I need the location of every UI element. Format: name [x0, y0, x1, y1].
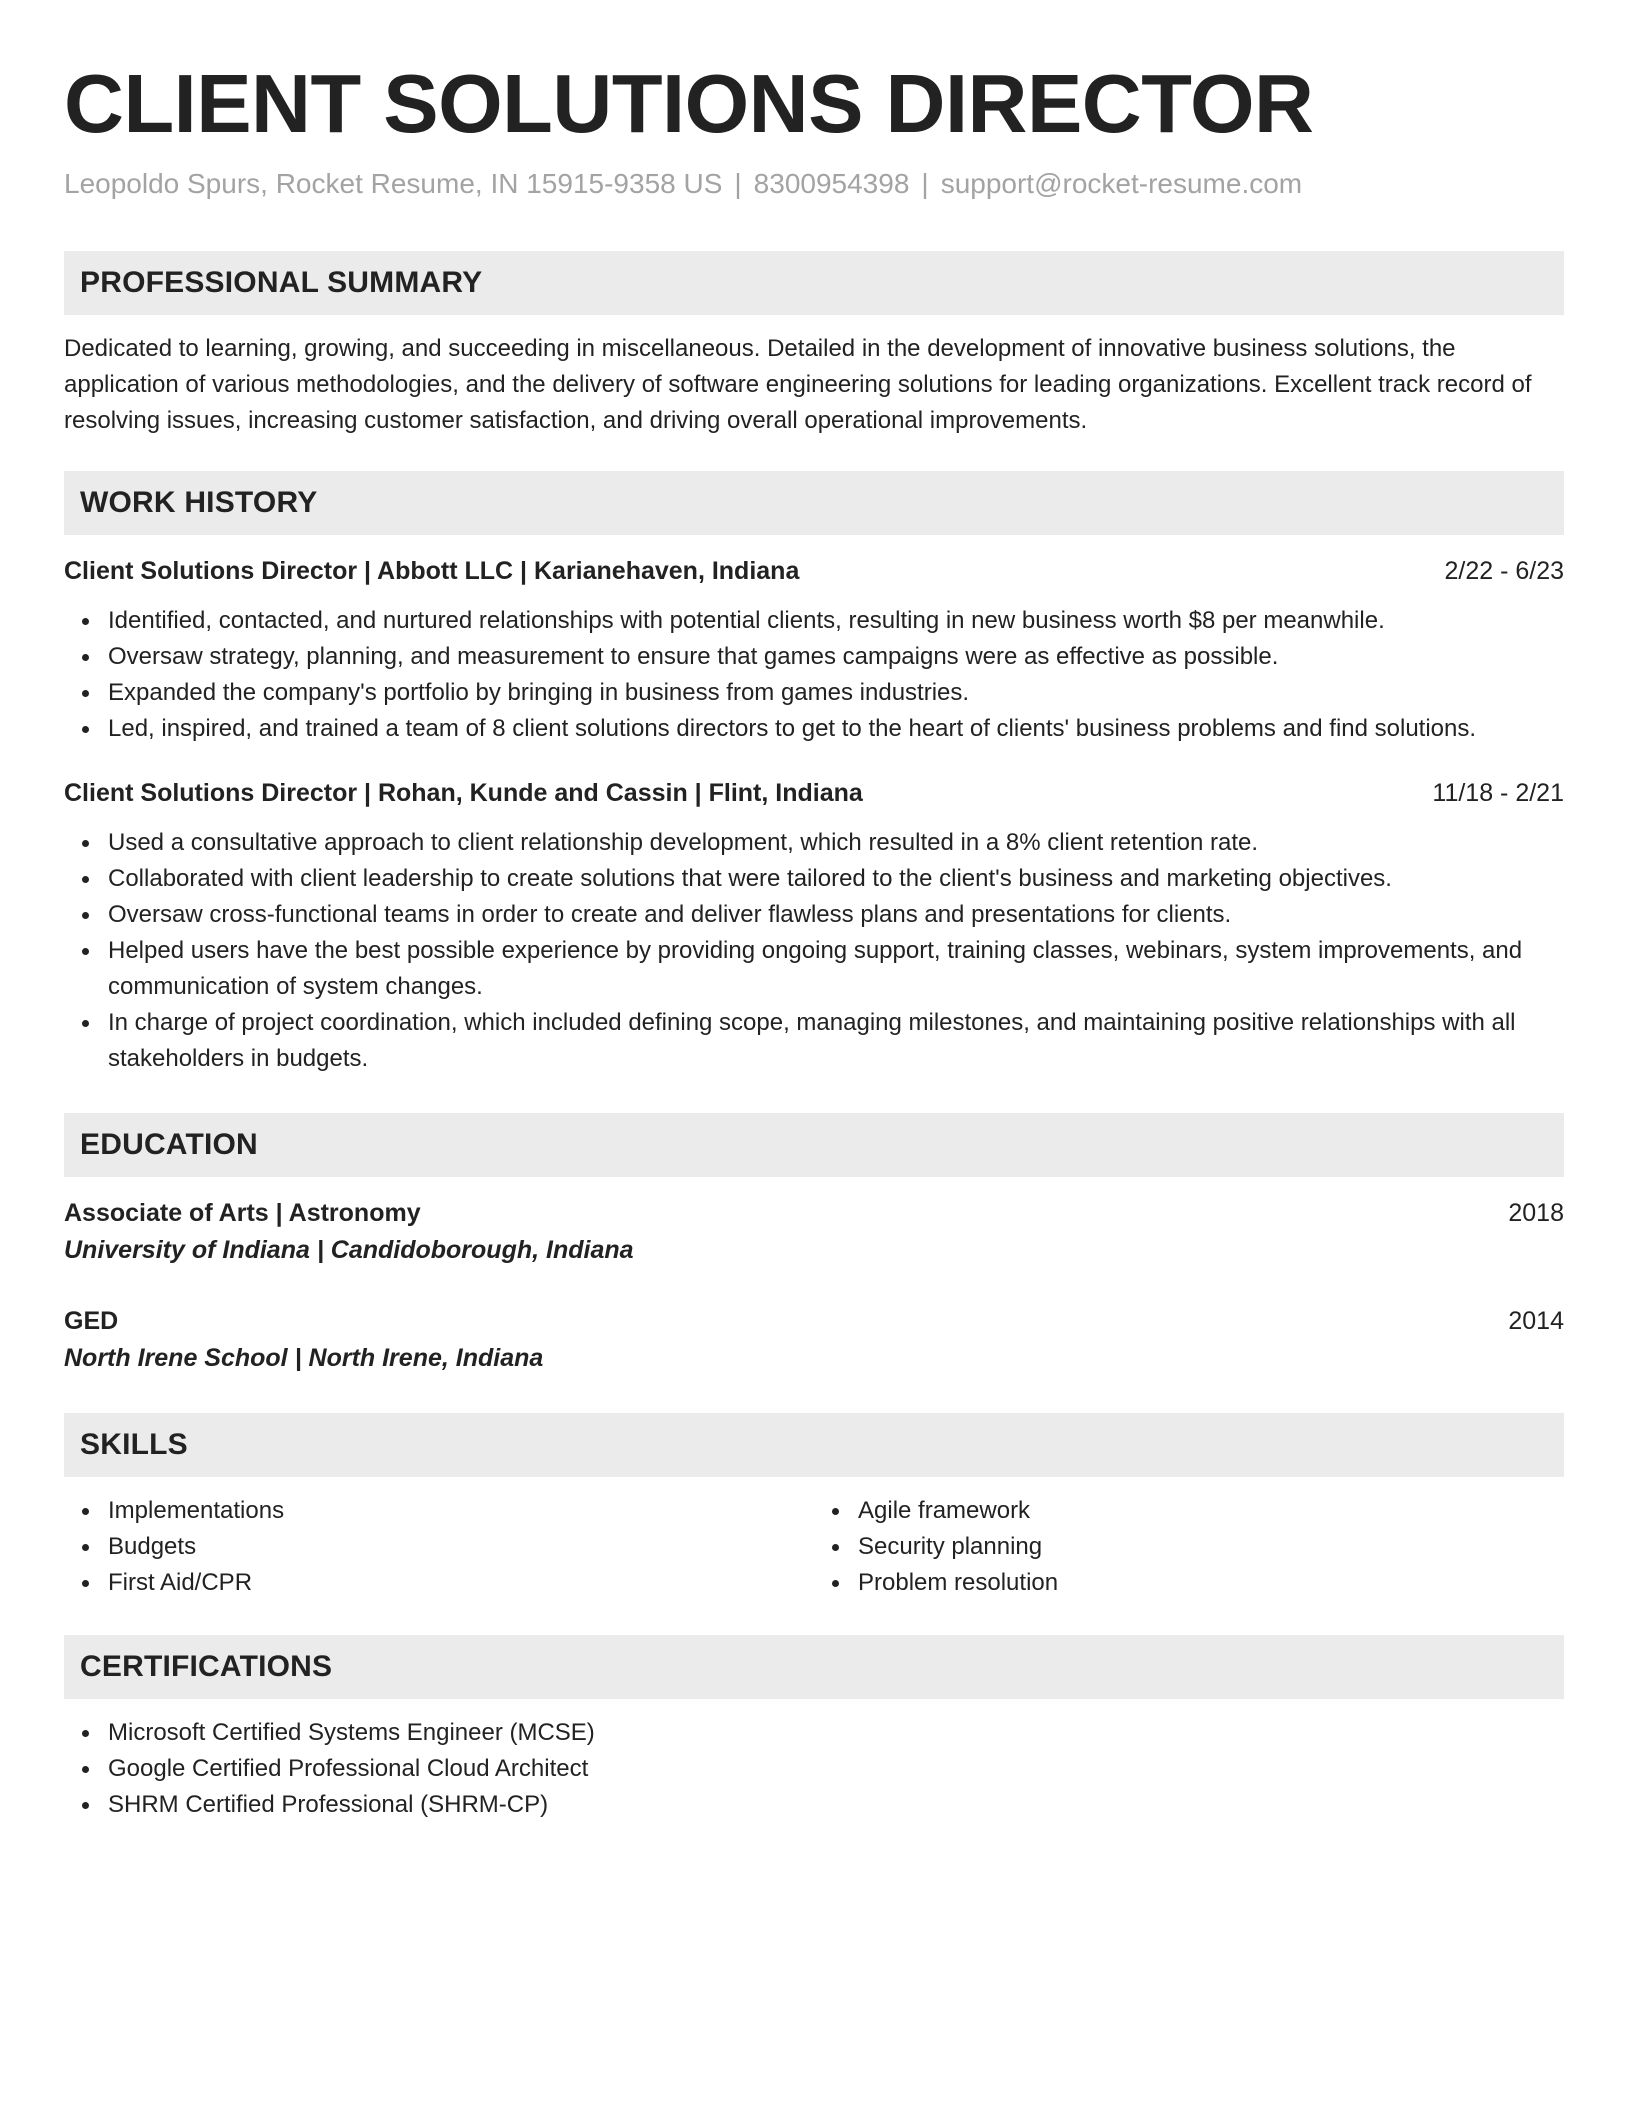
job-entry [64, 775, 1564, 1077]
section-heading-work-history: WORK HISTORY [64, 471, 1564, 535]
summary-section [64, 251, 1564, 439]
education-header [64, 1195, 1564, 1231]
contact-phone: 8300954398 [753, 168, 910, 199]
job-bullets [64, 825, 1564, 1077]
skill-item: First Aid/CPR [108, 1565, 814, 1601]
job-dates: 11/18 - 2/21 [1432, 779, 1564, 807]
job-bullets [64, 603, 1564, 747]
certification-item: Google Certified Professional Cloud Architect [108, 1751, 1564, 1787]
contact-line [64, 166, 1564, 202]
skills-column-left [64, 1493, 814, 1601]
education-school: North Irene School | North Irene, Indiana [64, 1344, 544, 1372]
job-title: Client Solutions Director | Abbott LLC | Karianehaven, Indiana [64, 557, 800, 585]
skills-column-right [814, 1493, 1564, 1601]
section-heading-education: EDUCATION [64, 1113, 1564, 1177]
job-bullet: Oversaw strategy, planning, and measurement to ensure that games campaigns were as effective as possible. [108, 639, 1564, 675]
job-bullet: Collaborated with client leadership to create solutions that were tailored to the client's business and marketing objectives. [108, 861, 1564, 897]
skill-item: Agile framework [858, 1493, 1564, 1529]
contact-email[interactable]: support@rocket-resume.com [940, 168, 1303, 199]
job-header [64, 775, 1564, 811]
contact-separator: | [921, 168, 929, 199]
skill-item: Problem resolution [858, 1565, 1564, 1601]
resume-title: CLIENT SOLUTIONS DIRECTOR [64, 57, 1314, 150]
education-header [64, 1303, 1564, 1339]
job-title: Client Solutions Director | Rohan, Kunde and Cassin | Flint, Indiana [64, 779, 863, 807]
certification-item: Microsoft Certified Systems Engineer (MCSE) [108, 1715, 1564, 1751]
education-degree: GED [64, 1307, 119, 1335]
certification-item: SHRM Certified Professional (SHRM-CP) [108, 1787, 1564, 1823]
education-entry [64, 1303, 1564, 1377]
job-bullet: Used a consultative approach to client relationship development, which resulted in a 8% client retention rate. [108, 825, 1564, 861]
job-bullet: Identified, contacted, and nurtured relationships with potential clients, resulting in new business worth $8 per meanwhile. [108, 603, 1564, 639]
job-bullet: Helped users have the best possible experience by providing ongoing support, training classes, webinars, system improvements, and communication of system changes. [108, 933, 1564, 1005]
contact-address: Leopoldo Spurs, Rocket Resume, IN 15915-9358 US [64, 168, 723, 199]
section-heading-summary: PROFESSIONAL SUMMARY [64, 251, 1564, 315]
education-section [64, 1113, 1564, 1377]
resume-page [64, 56, 1564, 1823]
job-bullet: Oversaw cross-functional teams in order to create and deliver flawless plans and presentations for clients. [108, 897, 1564, 933]
skill-item: Budgets [108, 1529, 814, 1565]
job-dates: 2/22 - 6/23 [1444, 557, 1564, 585]
certifications-section [64, 1635, 1564, 1823]
education-year: 2014 [1508, 1307, 1564, 1335]
education-degree: Associate of Arts | Astronomy [64, 1199, 421, 1227]
job-bullet: In charge of project coordination, which included defining scope, managing milestones, and maintaining positive relationships with all stakeholders in budgets. [108, 1005, 1564, 1077]
education-entry [64, 1195, 1564, 1269]
summary-text: Dedicated to learning, growing, and succeeding in miscellaneous. Detailed in the development of innovative business solutions, the application of various methodologies, and the delivery of software engineering solutions for leading organizations. Excellent track record of resolving issues, increasing customer satisfaction, and driving overall operational improvements. [64, 335, 1532, 434]
education-school: University of Indiana | Candidoborough, Indiana [64, 1236, 634, 1264]
education-year: 2018 [1508, 1199, 1564, 1227]
section-heading-certifications: CERTIFICATIONS [64, 1635, 1564, 1699]
job-bullet: Expanded the company's portfolio by bringing in business from games industries. [108, 675, 1564, 711]
job-header [64, 553, 1564, 589]
skills-grid [64, 1493, 1564, 1601]
section-heading-skills: SKILLS [64, 1413, 1564, 1477]
job-entry [64, 553, 1564, 747]
work-history-section [64, 471, 1564, 1077]
certifications-list [64, 1715, 1564, 1823]
skill-item: Implementations [108, 1493, 814, 1529]
skills-section [64, 1413, 1564, 1601]
skill-item: Security planning [858, 1529, 1564, 1565]
contact-separator: | [734, 168, 742, 199]
job-bullet: Led, inspired, and trained a team of 8 client solutions directors to get to the heart of clients' business problems and find solutions. [108, 711, 1564, 747]
